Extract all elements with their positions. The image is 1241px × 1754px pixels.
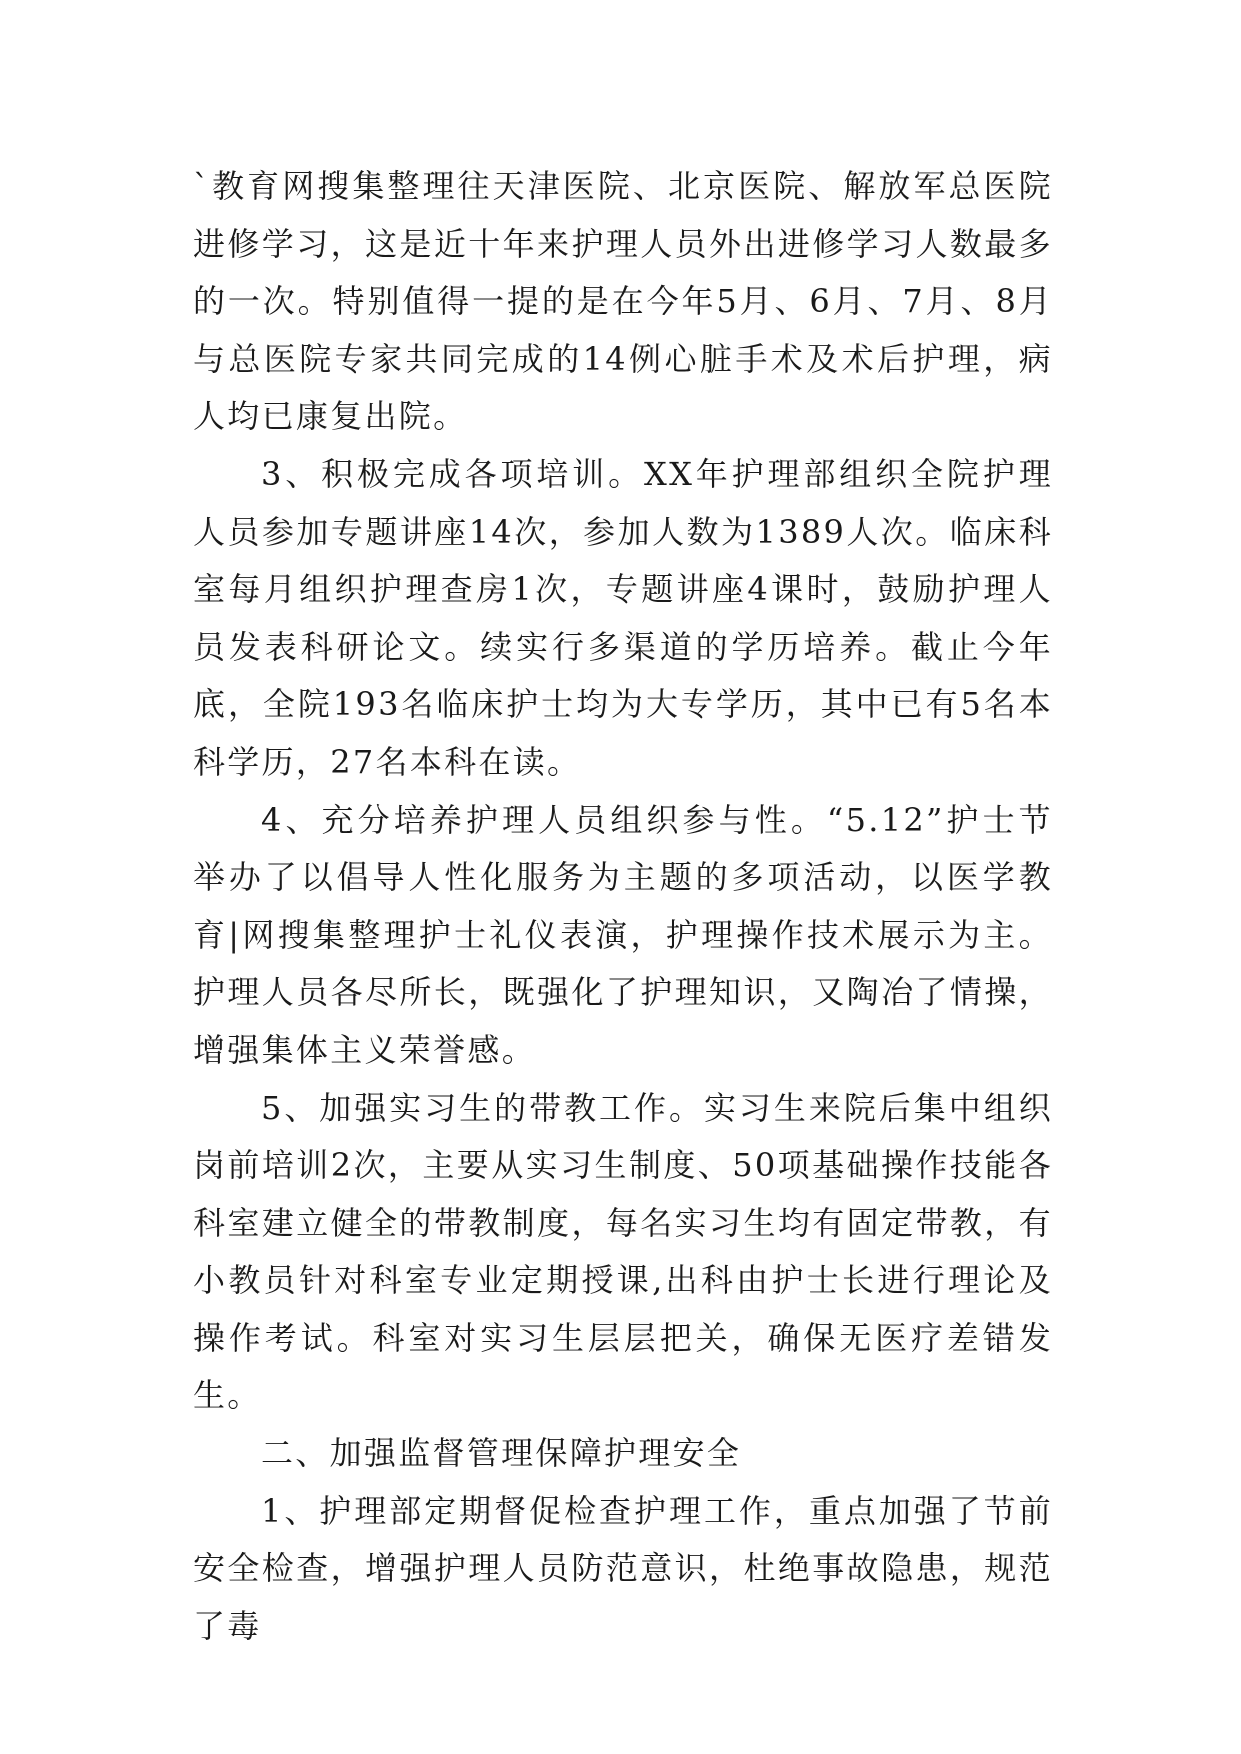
paragraph-inspection: 1、护理部定期督促检查护理工作，重点加强了节前安全检查，增强护理人员防范意识，杜绝事故隐患，规范了毒	[193, 1491, 1053, 1645]
section-heading-safety: 二、加强监督管理保障护理安全	[261, 1434, 742, 1473]
paragraph-training: 3、积极完成各项培训。XX年护理部组织全院护理人员参加专题讲座14次，参加人数为1389人次。临床科室每月组织护理查房1次，专题讲座4课时，鼓励护理人员发表科研论文。续实行多渠道的学历培养。截止今年底，全院193名临床护士均为大专学历，其中已有5名本科学历，27名本科在读。	[193, 454, 1053, 781]
paragraph-intern-teaching: 5、加强实习生的带教工作。实习生来院后集中组织岗前培训2次，主要从实习生制度、50项基础操作技能各科室建立健全的带教制度，每名实习生均有固定带教，有小教员针对科室专业定期授课,出科由护士长进行理论及操作考试。科室对实习生层层把关，确保无医疗差错发生。	[193, 1088, 1053, 1415]
paragraph-participation: 4、充分培养护理人员组织参与性。“5.12”护士节举办了以倡导人性化服务为主题的多项活动，以医学教育|网搜集整理护士礼仪表演，护理操作技术展示为主。护理人员各尽所长，既强化了护理知识，又陶冶了情操，增强集体主义荣誉感。	[193, 800, 1053, 1069]
paragraph-continuation: `教育网搜集整理往天津医院、北京医院、解放军总医院进修学习，这是近十年来护理人员外出进修学习人数最多的一次。特别值得一提的是在今年5月、6月、7月、8月与总医院专家共同完成的14例心脏手术及术后护理，病人均已康复出院。	[193, 167, 1053, 436]
document-body	[193, 158, 1053, 1655]
